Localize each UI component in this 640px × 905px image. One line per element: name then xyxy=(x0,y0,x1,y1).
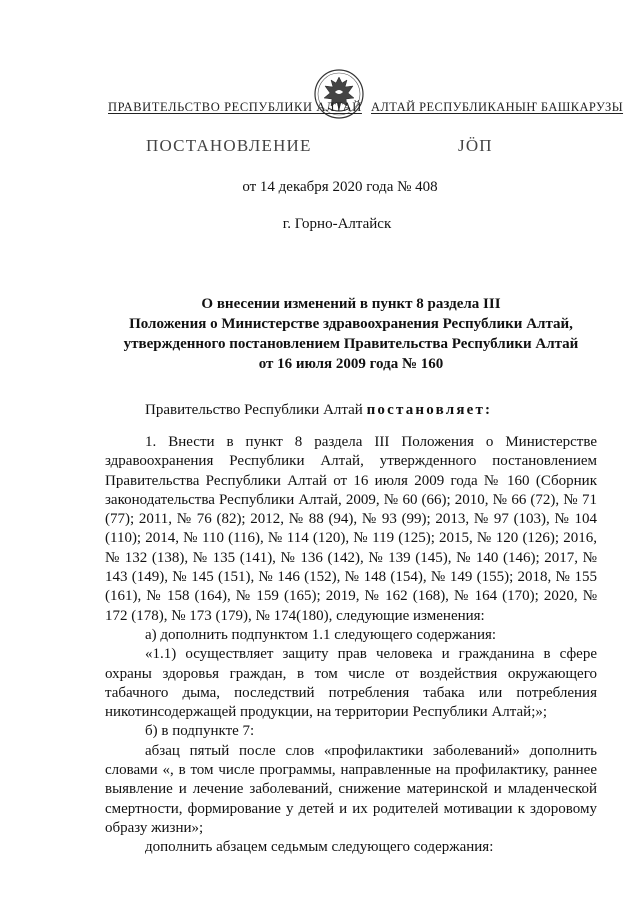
paragraph: 1. Внести в пункт 8 раздела III Положения о Министерстве здравоохранения Республики Алтай, утвержденного постановлением Правительства Республики Алтай от 16 июля 2009 года № 160 (Сборник законодательства Республики Алтай, 2009, № 60 (66); 2010, № 66 (72), № 71 (77); 2011, № 76 (82); 2012, № 88 (94), № 93 (99); 2013, № 97 (103), № 104 (110); 2014, № 110 (116), № 114 (120), № 119 (125); 2015, № 120 (126); 2016, № 132 (138), № 135 (141), № 136 (142), № 139 (145), № 140 (146); 2017, № 143 (149), № 145 (151), № 146 (152), № 148 (154), № 149 (155); 2018, № 155 (161), № 158 (164), № 159 (165); 2019, № 162 (168), № 164 (170); 2020, № 172 (178), № 173 (179), № 174(180), следующие изменения: xyxy=(105,434,597,624)
title-line: О внесении изменений в пункт 8 раздела III xyxy=(201,296,501,312)
decree-label-ru: ПОСТАНОВЛЕНИЕ xyxy=(146,136,312,155)
preamble-action: постановляет: xyxy=(366,402,493,418)
document-title xyxy=(105,294,597,374)
paragraph: «1.1) осуществляет защиту прав человека и гражданина в сфере охраны здоровья граждан, в том числе от воздействия окружающего табачного дыма, последствий потребления табака или потребления никотинсодержащей продукции, на территории Республики Алтай;»; xyxy=(105,646,597,721)
decree-label-alt: ЈӦП xyxy=(458,136,493,155)
document-body xyxy=(105,433,597,858)
title-line: Положения о Министерстве здравоохранения Республики Алтай, xyxy=(129,316,573,332)
government-header xyxy=(0,96,640,118)
title-line: от 16 июля 2009 года № 160 xyxy=(258,356,444,372)
paragraph: дополнить абзацем седьмым следующего содержания: xyxy=(145,839,494,856)
preamble-text: Правительство Республики Алтай xyxy=(145,402,363,418)
decree-date: от 14 декабря 2020 года № 408 xyxy=(242,179,438,195)
title-line: утвержденного постановлением Правительства Республики Алтай xyxy=(123,336,579,352)
paragraph: абзац пятый после слов «профилактики заболеваний» дополнить словами «, в том числе программы, направленные на профилактику, раннее выявление и лечение заболеваний, снижение материнской и младенческой смертности, формирование у детей и их родителей мотивации к здоровому образу жизни»; xyxy=(105,742,597,836)
decree-city: г. Горно-Алтайск xyxy=(282,216,392,232)
preamble xyxy=(145,402,492,419)
government-name-ru: ПРАВИТЕЛЬСТВО РЕСПУБЛИКИ АЛТАЙ xyxy=(108,100,362,114)
paragraph: а) дополнить подпунктом 1.1 следующего содержания: xyxy=(145,626,497,643)
paragraph: б) в подпункте 7: xyxy=(145,723,255,740)
government-name-alt: АЛТАЙ РЕСПУБЛИКАНЫҤ БАШКАРУЗЫ xyxy=(371,100,624,114)
